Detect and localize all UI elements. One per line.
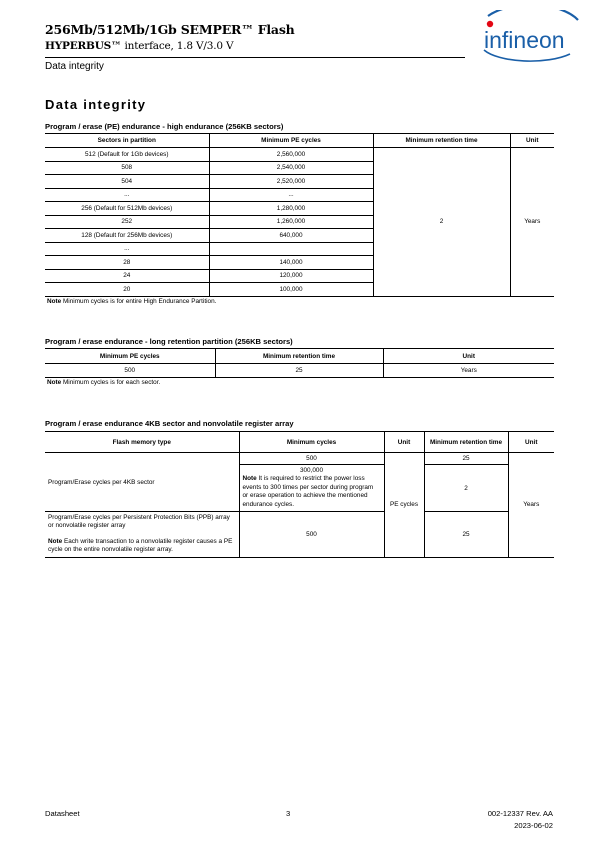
table-row	[45, 453, 554, 465]
table2-retention: 25	[215, 364, 383, 378]
table2-header-retention: Minimum retention time	[215, 349, 383, 364]
document-subtitle	[45, 40, 233, 52]
table3-ppb-note-text: Each write transaction to a nonvolatile register causes a PE cycle on the entire nonvolatile register array.	[48, 537, 233, 554]
table1-sectors: 28	[45, 256, 209, 270]
table3-header-retention: Minimum retention time	[424, 432, 508, 453]
table1-cycles: 100,000	[209, 283, 373, 297]
table1-high-endurance	[45, 133, 554, 297]
table3-cycles-unit: PE cycles	[384, 453, 424, 558]
footer-doc-number: 002-12337 Rev. AA	[487, 809, 553, 818]
footer-doc-type: Datasheet	[45, 809, 80, 818]
table2-cycles: 500	[45, 364, 215, 378]
page-heading: Data integrity	[45, 97, 147, 112]
table3-cycles-note-text: It is required to restrict the power loss events to 300 times per sector during program or erase operation to achieve the mentioned endurance cycles.	[242, 475, 374, 508]
table1-cycles: 1,280,000	[209, 202, 373, 216]
table1-sectors: 512 (Default for 1Gb devices)	[45, 148, 209, 162]
document-title: 256Mb/512Mb/1Gb SEMPER™ Flash	[45, 22, 295, 37]
table1-sectors: ...	[45, 242, 209, 256]
table1-sectors: 20	[45, 283, 209, 297]
table1-sectors: 508	[45, 161, 209, 175]
logo-text: infineon	[484, 27, 565, 53]
table3-header-type: Flash memory type	[45, 432, 239, 453]
table1-sectors: ...	[45, 188, 209, 202]
table3-retention-ppb: 25	[424, 512, 508, 558]
table1-header-pe-cycles: Minimum PE cycles	[209, 134, 373, 148]
table2-long-retention	[45, 348, 554, 378]
footer-date: 2023-06-02	[514, 821, 553, 830]
table3-cycles-4kb-b-value: 300,000	[299, 467, 324, 474]
table1-unit: Years	[510, 148, 554, 297]
table-row	[45, 148, 554, 162]
table2-note-label: Note	[47, 379, 62, 386]
table1-note-label: Note	[47, 298, 62, 305]
table1-note	[47, 298, 216, 305]
table2-note	[47, 379, 160, 386]
table3-retention-4kb-b: 2	[424, 465, 508, 512]
table1-header-unit: Unit	[510, 134, 554, 148]
table-row	[45, 512, 554, 558]
table3-type-ppb	[45, 512, 239, 558]
table3-ppb-note-label: Note	[48, 537, 63, 545]
table3-type-4kb: Program/Erase cycles per 4KB sector	[45, 453, 239, 512]
table-row	[45, 364, 554, 378]
table3-cycles-4kb-b	[239, 465, 384, 512]
table1-cycles: 140,000	[209, 256, 373, 270]
table1-sectors: 252	[45, 215, 209, 229]
table1-sectors: 128 (Default for 256Mb devices)	[45, 229, 209, 243]
table1-caption: Program / erase (PE) endurance - high endurance (256KB sectors)	[45, 122, 284, 131]
table2-unit: Years	[383, 364, 554, 378]
table1-cycles: 120,000	[209, 269, 373, 283]
subtitle-bold: HYPERBUS™	[45, 40, 122, 52]
table1-cycles: 2,520,000	[209, 175, 373, 189]
table2-header-unit: Unit	[383, 349, 554, 364]
subtitle-rest: interface, 1.8 V/3.0 V	[121, 40, 234, 52]
table1-sectors: 256 (Default for 512Mb devices)	[45, 202, 209, 216]
table1-cycles: 2,540,000	[209, 161, 373, 175]
table1-retention: 2	[373, 148, 510, 297]
table3-cycles-note-label: Note	[242, 475, 257, 483]
table3-header-cycles: Minimum cycles	[239, 432, 384, 453]
table1-header-sectors: Sectors in partition	[45, 134, 209, 148]
table3-caption: Program / erase endurance 4KB sector and nonvolatile register array	[45, 419, 294, 428]
footer-page-number: 3	[286, 809, 291, 818]
table3-type-ppb-text: Program/Erase cycles per Persistent Protection Bits (PPB) array or nonvolatile register array	[48, 514, 230, 530]
table1-sectors: 504	[45, 175, 209, 189]
table3-header-unit2: Unit	[508, 432, 554, 453]
table2-note-text: Minimum cycles is for each sector.	[61, 379, 161, 386]
table1-note-text: Minimum cycles is for entire High Endurance Partition.	[61, 298, 217, 305]
table1-cycles: 1,260,000	[209, 215, 373, 229]
table1-cycles: ...	[209, 188, 373, 202]
table3-retention-unit: Years	[508, 453, 554, 558]
table1-header-retention: Minimum retention time	[373, 134, 510, 148]
table1-cycles: 640,000	[209, 229, 373, 243]
table2-header-pe-cycles: Minimum PE cycles	[45, 349, 215, 364]
table3-4kb-sector	[45, 431, 554, 558]
table3-cycles-4kb-a: 500	[239, 453, 384, 465]
header-rule	[45, 57, 465, 58]
table1-sectors: 24	[45, 269, 209, 283]
table3-cycles-ppb: 500	[239, 512, 384, 558]
table2-caption: Program / erase endurance - long retention partition (256KB sectors)	[45, 337, 293, 346]
table1-cycles: 2,560,000	[209, 148, 373, 162]
table3-header-unit: Unit	[384, 432, 424, 453]
infineon-logo	[474, 10, 586, 62]
table1-cycles	[209, 242, 373, 256]
header-section: Data integrity	[45, 61, 104, 72]
table3-retention-4kb-a: 25	[424, 453, 508, 465]
